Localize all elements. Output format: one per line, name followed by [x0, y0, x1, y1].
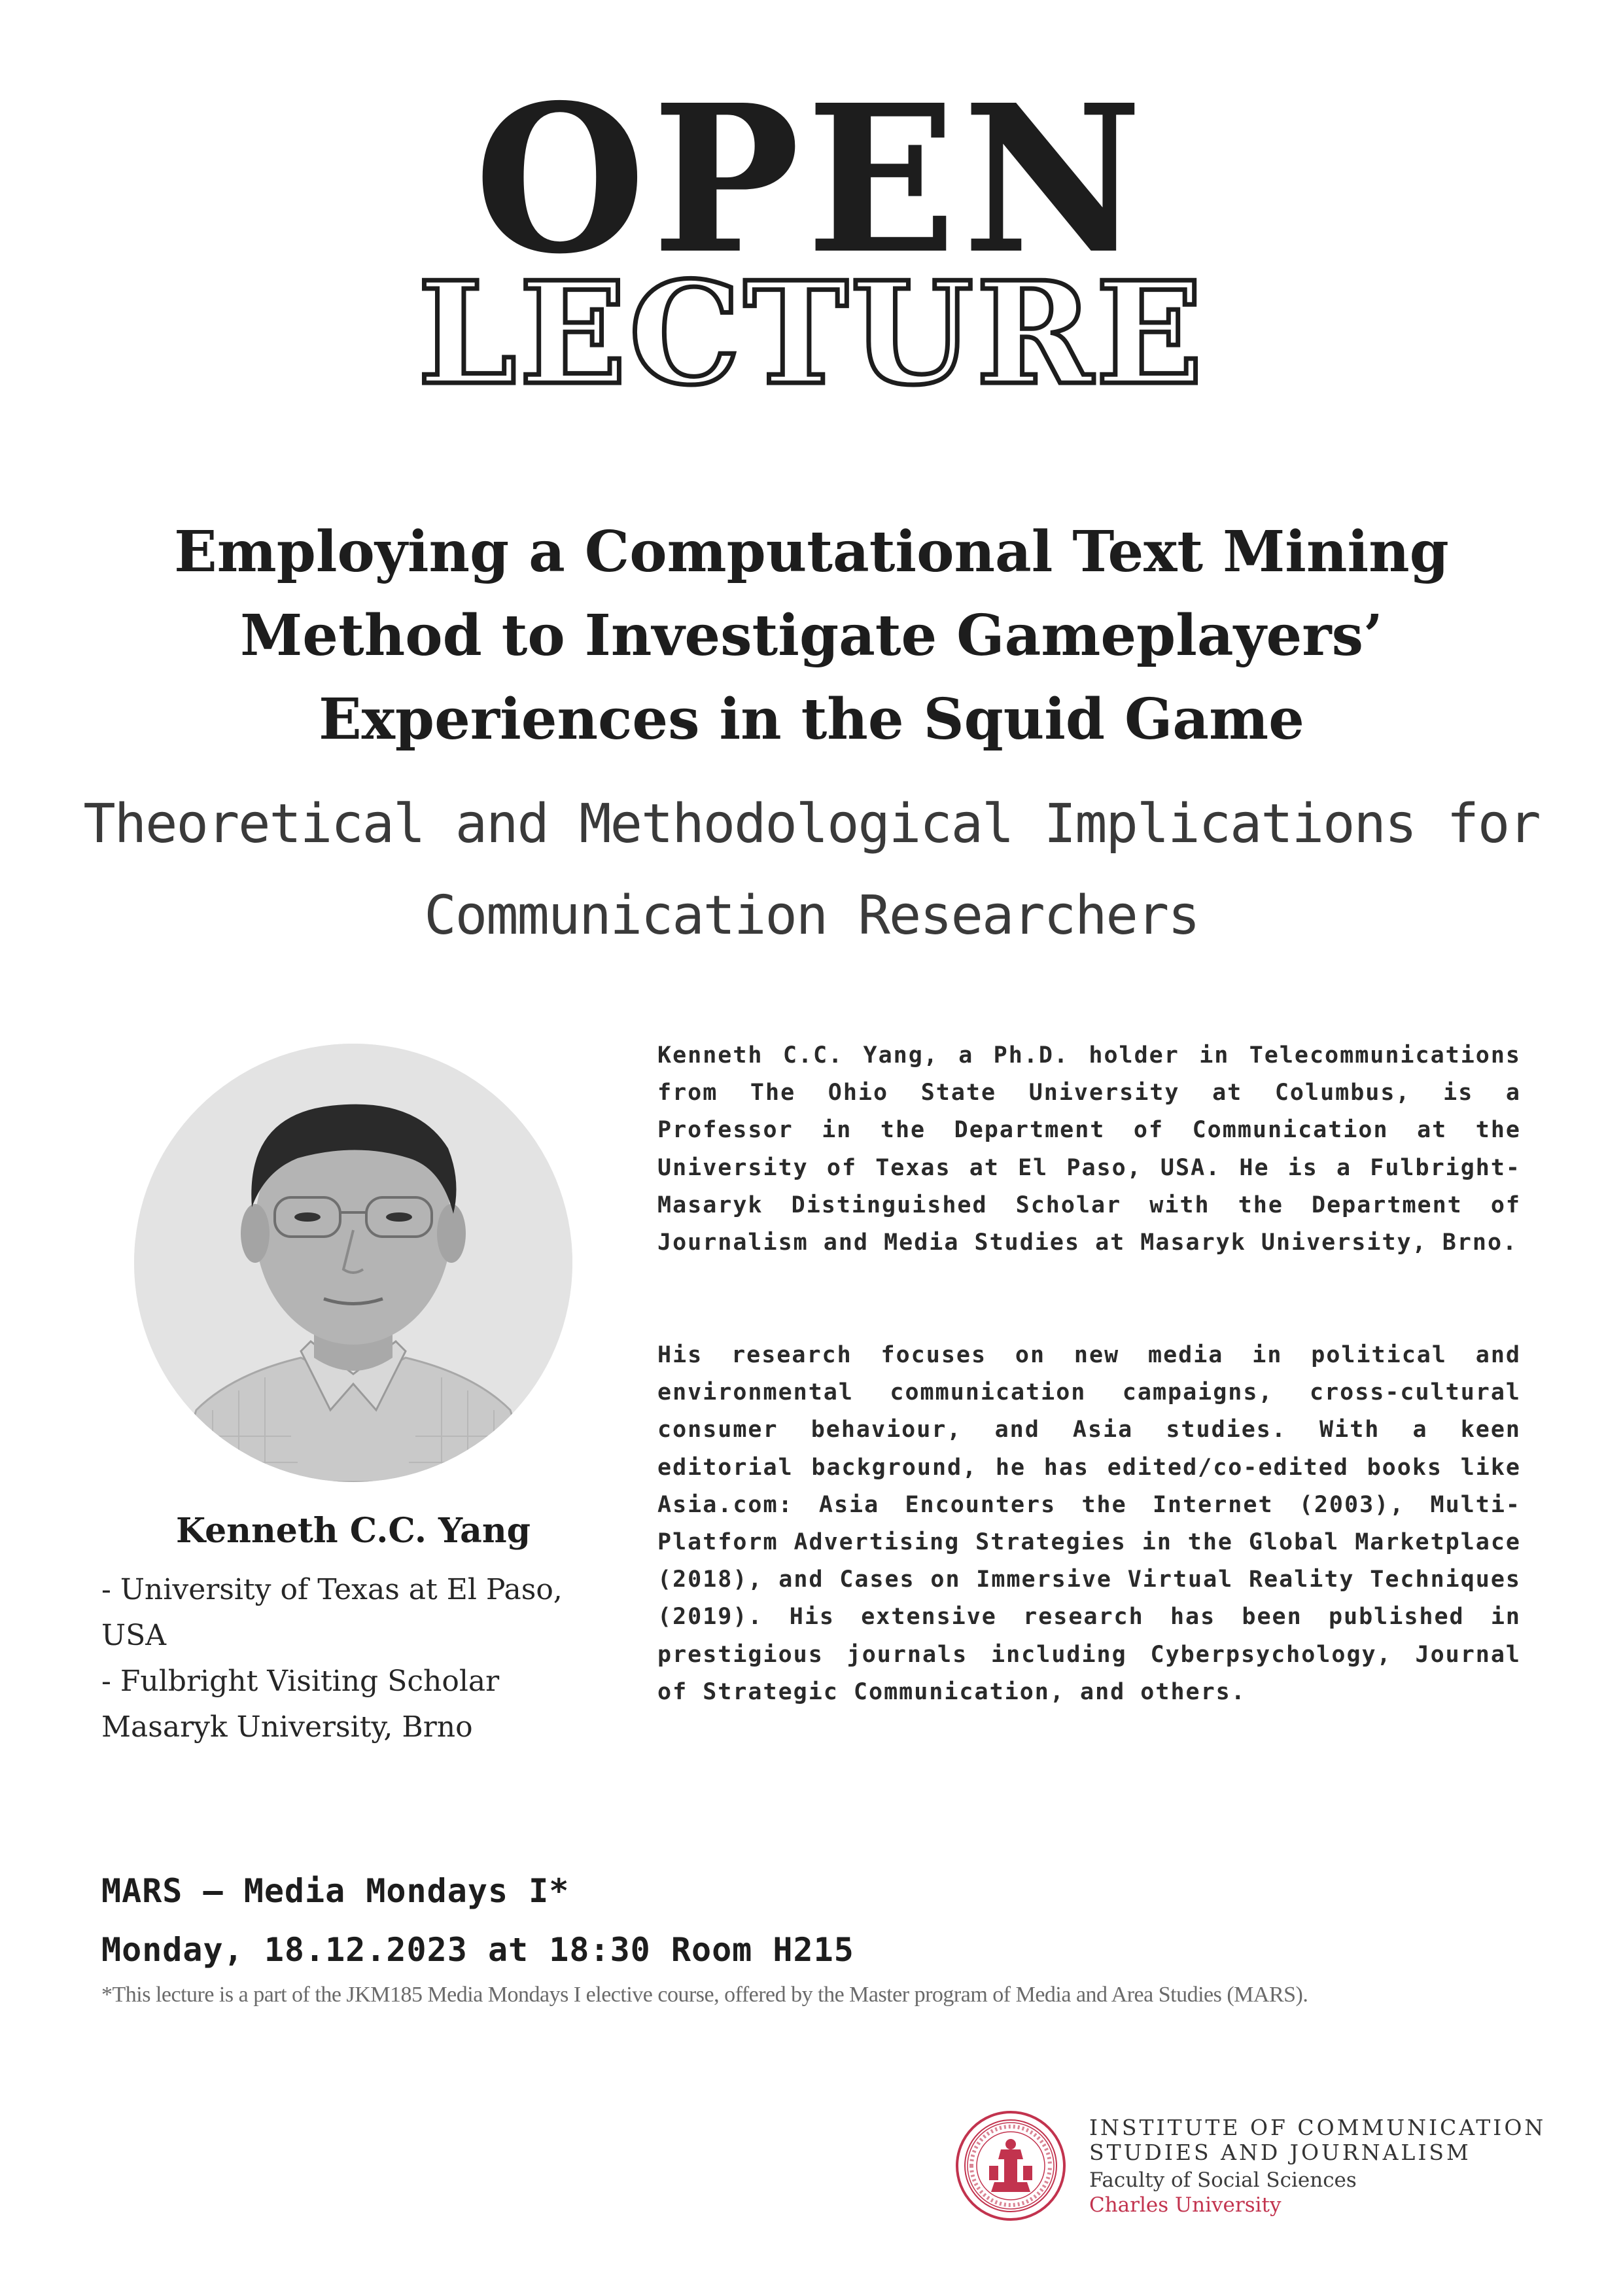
event-series: MARS — Media Mondays I* [101, 1872, 570, 1910]
event-date-and-room: Monday, 18.12.2023 at 18:30 Room H215 [101, 1931, 854, 1969]
institution-name: STUDIES AND JOURNALISM [1089, 2140, 1471, 2165]
lecture-title [65, 510, 1558, 762]
university-name: Charles University [1089, 2193, 1282, 2217]
speaker-name: Kenneth C.C. Yang [176, 1511, 531, 1551]
institution-name: INSTITUTE OF COMMUNICATION [1089, 2115, 1546, 2140]
faculty-name: Faculty of Social Sciences [1089, 2168, 1357, 2192]
speaker-photo [134, 1044, 572, 1482]
lecture-heading: LECTURE [417, 251, 1206, 416]
title-line-3: Experiences in the Squid Game [319, 686, 1304, 752]
speaker-bio-paragraph: His research focuses on new media in political and environmental communication campaigns, cross-cultural consumer behaviour, and Asia studies. With a keen editorial background, he has edited/co-edited books like Asia.com: Asia Encounters the Internet (2003), Multi-Platform Advertising Strategies in the Global Marketplace (2018), and Cases on Immersive Virtual Reality Techniques (2019). His extensive research has been published in prestigious journals including Cyberpsychology, Journal of Strategic Communication, and others. [657, 1342, 1521, 1705]
speaker-affiliation: - University of Texas at El Paso, USA [101, 1573, 563, 1652]
title-line-2: Method to Investigate Gameplayers’ [240, 603, 1383, 669]
subtitle-line-2: Communication Researchers [424, 885, 1199, 947]
open-heading: OPEN [474, 61, 1149, 299]
event-footnote: *This lecture is a part of the JKM185 Media Mondays I elective course, offered by the Master program of Media and Area Studies (MARS). [101, 1983, 1308, 2007]
speaker-affiliation: - Fulbright Visiting Scholar Masaryk University, Brno [101, 1665, 500, 1744]
subtitle-line-1: Theoretical and Methodological Implications for [83, 793, 1540, 855]
university-seal-icon [955, 2110, 1066, 2221]
title-line-1: Employing a Computational Text Mining [174, 519, 1449, 585]
lecture-subtitle [52, 779, 1571, 962]
speaker-bio-paragraph: Kenneth C.C. Yang, a Ph.D. holder in Telecommunications from The Ohio State University at Columbus, is a Professor in the Department of Communication at the University of Texas at El Paso, USA. He is a Fulbright-Masaryk Distinguished Scholar with the Department of Journalism and Media Studies at Masaryk University, Brno. [657, 1042, 1521, 1256]
